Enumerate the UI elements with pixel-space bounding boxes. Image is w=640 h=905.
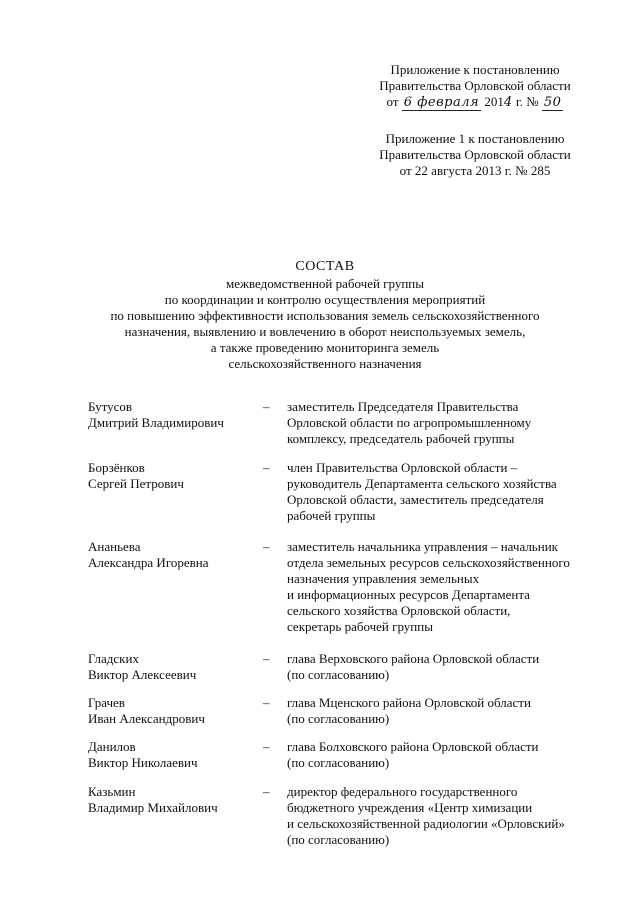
member-surname: Ананьева (88, 539, 141, 554)
role-line: назначения управления земельных (287, 571, 480, 586)
role-line: (по согласованию) (287, 667, 390, 682)
member-given-name: Виктор Алексеевич (88, 667, 197, 682)
annex-header-line1: Приложение к постановлению (390, 62, 560, 77)
date-year-end: г. № (515, 94, 539, 109)
role-line: директор федерального государственного (287, 784, 518, 799)
member-role (287, 539, 617, 635)
dash-separator: – (263, 651, 270, 666)
member-name (88, 651, 258, 683)
role-line: заместитель Председателя Правительства (287, 399, 519, 414)
role-line: (по согласованию) (287, 711, 390, 726)
handwritten-year-digit: 4 (503, 95, 513, 110)
member-role (287, 399, 617, 447)
member-role (287, 695, 617, 727)
dash-separator: – (263, 399, 270, 414)
member-surname: Гладских (88, 651, 139, 666)
member-given-name: Александра Игоревна (88, 555, 209, 570)
member-role (287, 651, 617, 683)
member-name (88, 539, 258, 571)
role-line: руководитель Департамента сельского хозяйства (287, 476, 557, 491)
dash-separator: – (263, 784, 270, 799)
title-line: межведомственной рабочей группы (225, 276, 424, 291)
role-line: глава Верховского района Орловской области (287, 651, 540, 666)
annex-original-line1: Приложение 1 к постановлению (385, 131, 565, 146)
role-line: комплексу, председатель рабочей группы (287, 431, 515, 446)
role-line: рабочей группы (287, 508, 376, 523)
annex-header-original (340, 131, 610, 179)
dash-separator: – (263, 460, 270, 475)
member-given-name: Иван Александрович (88, 711, 205, 726)
date-prefix: от (386, 94, 399, 109)
member-surname: Борзёнков (88, 460, 145, 475)
title-line: по повышению эффективности использования земель сельскохозяйственного (110, 308, 540, 323)
member-name (88, 695, 258, 727)
annex-original-line3: от 22 августа 2013 г. № 285 (399, 163, 551, 178)
date-year-prefix: 201 (484, 94, 504, 109)
member-given-name: Сергей Петрович (88, 476, 184, 491)
annex-header-line2: Правительства Орловской области (379, 78, 571, 93)
annex-header-date-line (340, 94, 610, 111)
dash-separator: – (263, 739, 270, 754)
handwritten-number: 50 (543, 95, 562, 110)
member-given-name: Владимир Михайлович (88, 800, 218, 815)
role-line: глава Мценского района Орловской области (287, 695, 531, 710)
document-title: СОСТАВ (295, 259, 355, 274)
annex-header-current (340, 62, 610, 111)
title-line: по координации и контролю осуществления мероприятий (164, 292, 486, 307)
title-line: сельскохозяйственного назначения (228, 356, 422, 371)
annex-original-line2: Правительства Орловской области (379, 147, 571, 162)
role-line: член Правительства Орловской области – (287, 460, 518, 475)
role-line: заместитель начальника управления – начальник (287, 539, 558, 554)
role-line: и информационных ресурсов Департамента (287, 587, 530, 602)
member-role (287, 460, 617, 524)
member-given-name: Виктор Николаевич (88, 755, 198, 770)
member-name (88, 739, 258, 771)
role-line: и сельскохозяйственной радиологии «Орловский» (287, 816, 565, 831)
role-line: бюджетного учреждения «Центр химизации (287, 800, 533, 815)
member-name (88, 399, 258, 431)
dash-separator: – (263, 695, 270, 710)
member-surname: Данилов (88, 739, 136, 754)
role-line: секретарь рабочей группы (287, 619, 433, 634)
role-line: сельского хозяйства Орловской области, (287, 603, 511, 618)
role-line: (по согласованию) (287, 832, 390, 847)
title-line: назначения, выявлению и вовлечению в оборот неиспользуемых земель, (124, 324, 526, 339)
role-line: отдела земельных ресурсов сельскохозяйственного (287, 555, 570, 570)
document-title-block (70, 259, 580, 372)
member-given-name: Дмитрий Владимирович (88, 415, 224, 430)
member-name (88, 784, 258, 816)
member-surname: Бутусов (88, 399, 133, 414)
member-role (287, 784, 617, 848)
handwritten-date: 6 февраля (403, 95, 480, 110)
role-line: (по согласованию) (287, 755, 390, 770)
dash-separator: – (263, 539, 270, 554)
role-line: Орловской области по агропромышленному (287, 415, 532, 430)
member-surname: Казьмин (88, 784, 136, 799)
member-name (88, 460, 258, 492)
title-line: а также проведению мониторинга земель (210, 340, 440, 355)
role-line: глава Болховского района Орловской области (287, 739, 539, 754)
member-surname: Грачев (88, 695, 125, 710)
role-line: Орловской области, заместитель председателя (287, 492, 544, 507)
member-role (287, 739, 617, 771)
